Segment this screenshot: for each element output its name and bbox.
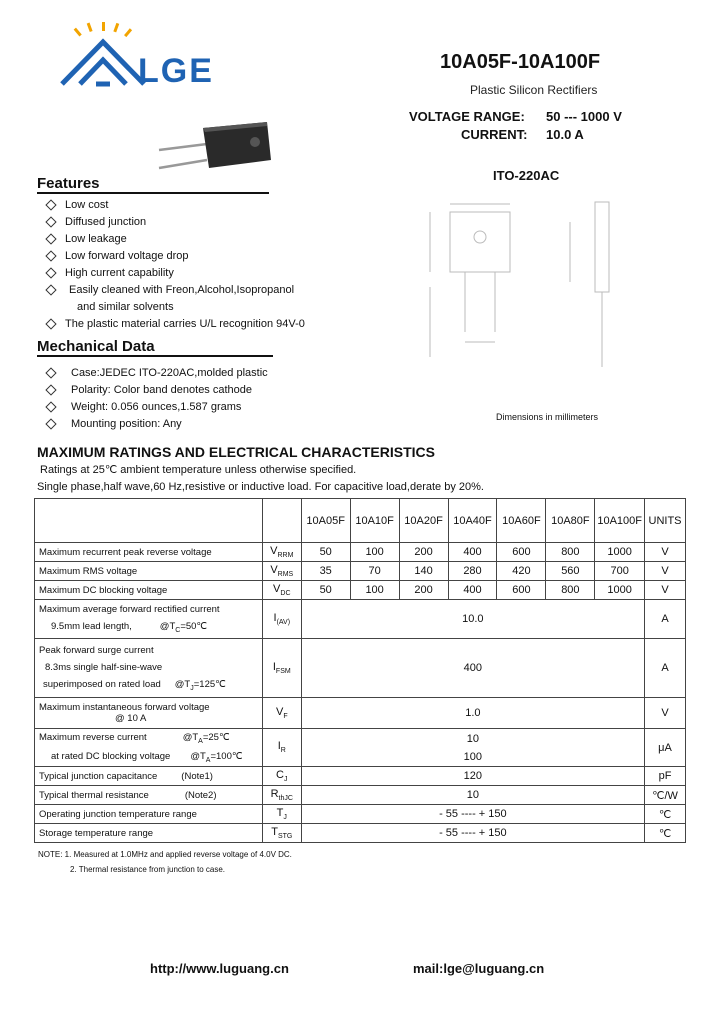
- value-cell: 1000: [595, 543, 645, 562]
- unit-cell: A: [645, 600, 686, 639]
- param-cell: Typical junction capacitance (Note1): [35, 767, 263, 786]
- param-cell: Peak forward surge current 8.3ms single half-sine-wave superimposed on rated load $@T_J=125℃$: [35, 639, 263, 698]
- value-cell: 120: [301, 767, 644, 786]
- value-cell: 70: [350, 562, 399, 581]
- unit-cell: ℃: [645, 805, 686, 824]
- package-outline-drawing: [410, 192, 680, 392]
- value-cell: 600: [497, 543, 546, 562]
- list-item: High current capability: [37, 266, 305, 283]
- list-item: Low cost: [37, 198, 305, 215]
- column-header: 10A100F: [595, 499, 645, 543]
- unit-cell: ℃/W: [645, 786, 686, 805]
- unit-cell: V: [645, 543, 686, 562]
- table-row: [35, 767, 686, 786]
- current-value: 10.0 A: [546, 127, 584, 142]
- symbol-cell: $T_J$: [262, 805, 301, 824]
- diamond-bullet-icon: [45, 216, 56, 227]
- symbol-cell: $T_{STG}$: [262, 824, 301, 843]
- package-name: ITO-220AC: [493, 168, 560, 183]
- diamond-bullet-icon: [45, 318, 56, 329]
- diamond-bullet-icon: [45, 267, 56, 278]
- note-1: NOTE: 1. Measured at 1.0MHz and applied reverse voltage of 4.0V DC.: [38, 850, 292, 859]
- voltage-label: VOLTAGE RANGE:: [409, 109, 525, 124]
- table-row: [35, 786, 686, 805]
- mechanical-underline: [37, 355, 273, 357]
- value-cell: 50: [301, 543, 350, 562]
- subtitle: Plastic Silicon Rectifiers: [470, 83, 598, 97]
- value-cell: 10 100: [301, 729, 644, 767]
- table-header-row: [35, 499, 686, 543]
- column-header: UNITS: [645, 499, 686, 543]
- header-sym-cell: [262, 499, 301, 543]
- table-row: [35, 543, 686, 562]
- value-cell: 100: [350, 543, 399, 562]
- list-item: and similar solvents: [77, 301, 174, 313]
- logo-text: LGE: [138, 52, 214, 90]
- column-header: 10A10F: [350, 499, 399, 543]
- pyramid-icon: [62, 42, 144, 84]
- diamond-bullet-icon: [45, 401, 56, 412]
- param-cell: Maximum DC blocking voltage: [35, 581, 263, 600]
- symbol-cell: $R_{thJC}$: [262, 786, 301, 805]
- email-link[interactable]: mail:lge@luguang.cn: [413, 961, 545, 976]
- features-title: Features: [37, 175, 100, 192]
- value-cell: 200: [399, 581, 448, 600]
- unit-cell: V: [645, 562, 686, 581]
- param-cell: Operating junction temperature range: [35, 805, 263, 824]
- symbol-cell: $V_{RMS}$: [262, 562, 301, 581]
- list-item: Low forward voltage drop: [37, 249, 305, 266]
- list-item: Diffused junction: [37, 215, 305, 232]
- column-header: 10A20F: [399, 499, 448, 543]
- diamond-bullet-icon: [45, 250, 56, 261]
- value-cell: 100: [350, 581, 399, 600]
- part-number: 10A05F-10A100F: [440, 51, 601, 73]
- table-row: [35, 581, 686, 600]
- value-cell: 800: [546, 543, 595, 562]
- symbol-cell: $C_J$: [262, 767, 301, 786]
- value-cell: 10: [301, 786, 644, 805]
- value-cell: 560: [546, 562, 595, 581]
- table-row: [35, 729, 686, 767]
- symbol-cell: $I_R$: [262, 729, 301, 767]
- column-header: 10A60F: [497, 499, 546, 543]
- value-cell: 700: [595, 562, 645, 581]
- value-cell: 400: [448, 543, 497, 562]
- table-row: [35, 824, 686, 843]
- diamond-bullet-icon: [45, 418, 56, 429]
- value-cell: 1000: [595, 581, 645, 600]
- column-header: 10A05F: [301, 499, 350, 543]
- param-cell: Maximum recurrent peak reverse voltage: [35, 543, 263, 562]
- param-cell: Maximum average forward rectified current 9.5mm lead length, $@T_C=50℃$: [35, 600, 263, 639]
- unit-cell: A: [645, 639, 686, 698]
- sun-rays-icon: [74, 22, 132, 37]
- value-cell: 400: [448, 581, 497, 600]
- symbol-cell: $V_{DC}$: [262, 581, 301, 600]
- unit-cell: V: [645, 581, 686, 600]
- features-underline: [37, 192, 269, 194]
- value-cell: - 55 ---- + 150: [301, 824, 644, 843]
- list-item: Weight: 0.056 ounces,1.587 grams: [37, 400, 268, 417]
- value-cell: 200: [399, 543, 448, 562]
- component-photo: [155, 118, 275, 180]
- ratings-note-2: Single phase,half wave,60 Hz,resistive or inductive load. For capacitive load,derate by 20%.: [37, 481, 484, 493]
- table-row: [35, 600, 686, 639]
- list-item: Easily cleaned with Freon,Alcohol,Isopropanol: [37, 283, 305, 300]
- list-item: Low leakage: [37, 232, 305, 249]
- value-cell: 420: [497, 562, 546, 581]
- diamond-bullet-icon: [45, 233, 56, 244]
- param-cell: Typical thermal resistance (Note2): [35, 786, 263, 805]
- unit-cell: ℃: [645, 824, 686, 843]
- note-2: 2. Thermal resistance from junction to case.: [70, 865, 226, 874]
- table-row: [35, 698, 686, 729]
- diamond-bullet-icon: [45, 367, 56, 378]
- param-cell: Maximum reverse current $@T_A=25℃$ at rated DC blocking voltage $@T_A=100℃$: [35, 729, 263, 767]
- list-item: Polarity: Color band denotes cathode: [37, 383, 268, 400]
- value-cell: - 55 ---- + 150: [301, 805, 644, 824]
- unit-cell: pF: [645, 767, 686, 786]
- value-cell: 140: [399, 562, 448, 581]
- ratings-note-1: Ratings at 25℃ ambient temperature unless otherwise specified.: [40, 464, 357, 476]
- param-cell: Maximum instantaneous forward voltage @ 10 A: [35, 698, 263, 729]
- table-row: [35, 805, 686, 824]
- value-cell: 400: [301, 639, 644, 698]
- unit-cell: V: [645, 698, 686, 729]
- ratings-title: MAXIMUM RATINGS AND ELECTRICAL CHARACTERISTICS: [37, 444, 435, 460]
- dimensions-caption: Dimensions in millimeters: [496, 412, 599, 422]
- symbol-cell: $V_{RRM}$: [262, 543, 301, 562]
- table-row: [35, 562, 686, 581]
- list-item: Mounting position: Any: [37, 417, 268, 434]
- list-item: Case:JEDEC ITO-220AC,molded plastic: [37, 366, 268, 383]
- list-item: The plastic material carries U/L recognition 94V-0: [37, 317, 305, 334]
- column-header: 10A80F: [546, 499, 595, 543]
- value-cell: 800: [546, 581, 595, 600]
- value-cell: 10.0: [301, 600, 644, 639]
- voltage-value: 50 --- 1000 V: [546, 109, 622, 124]
- diamond-bullet-icon: [45, 284, 56, 295]
- value-cell: 1.0: [301, 698, 644, 729]
- column-header: 10A40F: [448, 499, 497, 543]
- current-label: CURRENT:: [461, 127, 528, 142]
- mechanical-list: [37, 366, 268, 434]
- value-cell: 280: [448, 562, 497, 581]
- diamond-bullet-icon: [45, 199, 56, 210]
- param-cell: Maximum RMS voltage: [35, 562, 263, 581]
- table-row: [35, 639, 686, 698]
- features-list: [37, 198, 305, 334]
- symbol-cell: $I_{FSM}$: [262, 639, 301, 698]
- param-cell: Storage temperature range: [35, 824, 263, 843]
- value-cell: 35: [301, 562, 350, 581]
- website-link[interactable]: http://www.luguang.cn: [150, 961, 289, 976]
- value-cell: 600: [497, 581, 546, 600]
- mechanical-title: Mechanical Data: [37, 338, 155, 355]
- unit-cell: μA: [645, 729, 686, 767]
- diamond-bullet-icon: [45, 384, 56, 395]
- header-param-cell: [35, 499, 263, 543]
- value-cell: 50: [301, 581, 350, 600]
- notes: [38, 850, 292, 874]
- symbol-cell: $I_{(AV)}$: [262, 600, 301, 639]
- symbol-cell: $V_F$: [262, 698, 301, 729]
- ratings-table: [34, 498, 686, 843]
